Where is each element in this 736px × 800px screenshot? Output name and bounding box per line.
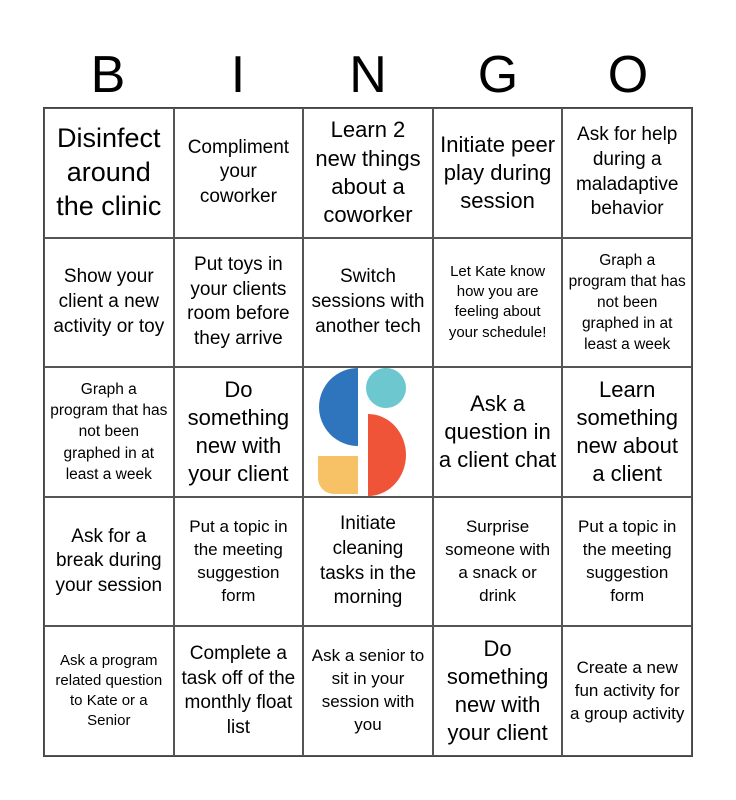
bingo-cell[interactable]: Let Kate know how you are feeling about your schedule! [433, 238, 563, 368]
bingo-cell[interactable]: Put a topic in the meeting suggestion form [562, 497, 692, 627]
bingo-cell[interactable]: Initiate peer play during session [433, 108, 563, 238]
bingo-cell[interactable]: Learn 2 new things about a coworker [303, 108, 433, 238]
bingo-cell[interactable]: Ask a senior to sit in your session with you [303, 626, 433, 756]
bingo-cell[interactable]: Put toys in your clients room before they arrive [174, 238, 304, 368]
bingo-cell[interactable]: Ask for a break during your session [44, 497, 174, 627]
bingo-cell[interactable]: Ask a question in a client chat [433, 367, 563, 497]
bingo-cell[interactable]: Graph a program that has not been graphed in at least a week [44, 367, 174, 497]
bingo-header [43, 44, 693, 106]
bingo-cell[interactable]: Ask a program related question to Kate or a Senior [44, 626, 174, 756]
bingo-cell[interactable]: Show your client a new activity or toy [44, 238, 174, 368]
bingo-cell[interactable]: Surprise someone with a snack or drink [433, 497, 563, 627]
header-letter-o: O [607, 46, 649, 104]
bingo-cell[interactable]: Graph a program that has not been graphed in at least a week [562, 238, 692, 368]
free-space[interactable] [303, 367, 433, 497]
header-letter-n: N [349, 46, 387, 104]
header-letter-b: B [90, 46, 126, 104]
header-letter-g: G [477, 46, 519, 104]
bingo-cell[interactable]: Put a topic in the meeting suggestion form [174, 497, 304, 627]
bingo-cell[interactable]: Switch sessions with another tech [303, 238, 433, 368]
bingo-cell[interactable]: Compliment your coworker [174, 108, 304, 238]
bingo-cell[interactable]: Do something new with your client [433, 626, 563, 756]
bingo-card [43, 107, 693, 757]
header-letter-i: I [230, 46, 246, 104]
logo-icon [318, 367, 418, 497]
bingo-cell[interactable]: Initiate cleaning tasks in the morning [303, 497, 433, 627]
bingo-cell[interactable]: Create a new fun activity for a group activity [562, 626, 692, 756]
bingo-cell[interactable]: Complete a task off of the monthly float list [174, 626, 304, 756]
bingo-cell[interactable]: Ask for help during a maladaptive behavior [562, 108, 692, 238]
bingo-cell[interactable]: Disinfect around the clinic [44, 108, 174, 238]
bingo-cell[interactable]: Do something new with your client [174, 367, 304, 497]
bingo-cell[interactable]: Learn something new about a client [562, 367, 692, 497]
